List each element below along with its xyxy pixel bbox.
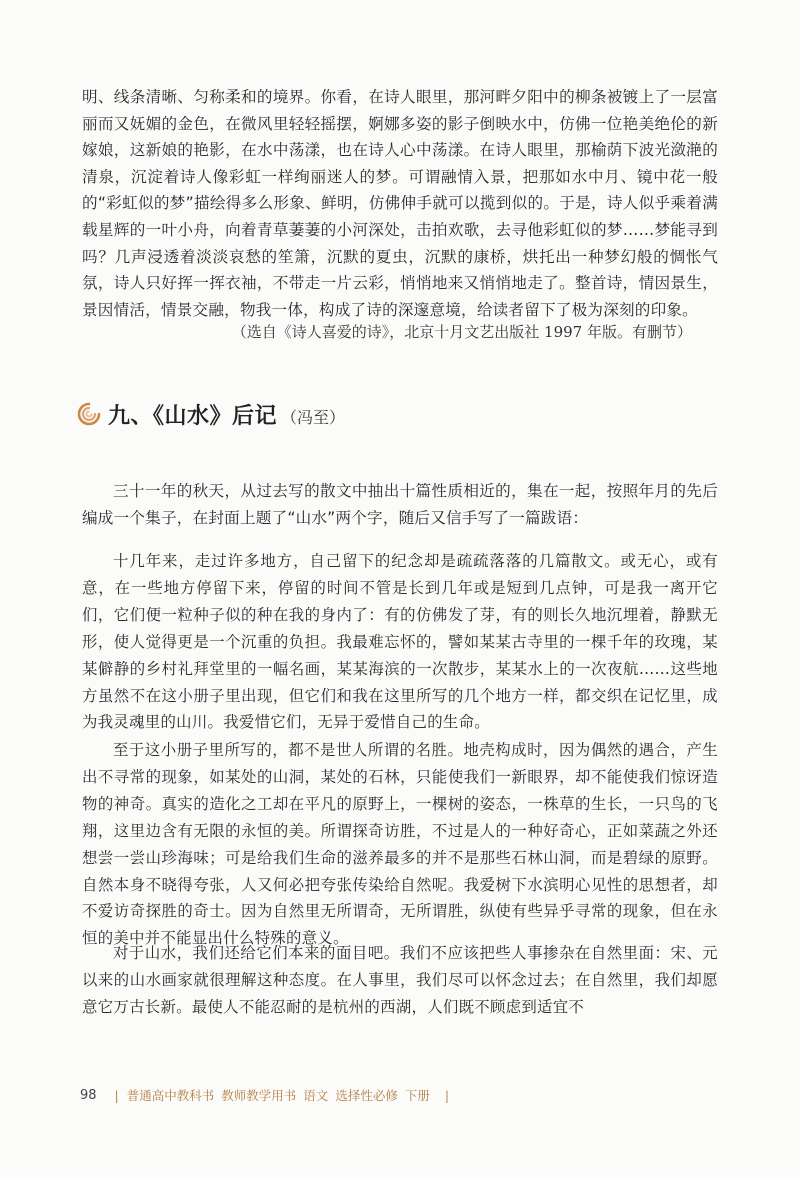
quote-paragraph-2: 至于这小册子里所写的，都不是世人所谓的名胜。地壳构成时，因为偶然的遇合，产生出不寻常的现象，如某处的山洞，某处的石林，只能使我们一新眼界，却不能使我们惊讶造物的神奇。真实的造化之工却在平凡的原野上，一棵树的姿态，一株草的生长，一只鸟的飞翔，这里边含有无限的永恒的美。所谓探奇访胜，不过是人的一种好奇心，正如菜蔬之外还想尝一尝山珍海味；可是给我们生命的滋养最多的并不是那些石林山洞，而是碧绿的原野。自然本身不晓得夸张，人又何必把夸张传染给自然呢。我爱树下水滨明心见性的思想者，却不爱访奇探胜的奇士。因为自然里无所谓奇，无所谓胜，纵使有些异乎寻常的现象，但在永恒的美中并不能显出什么特殊的意义。 <box>82 741 718 948</box>
footer-course: 选择性必修 <box>335 1088 398 1103</box>
footer-separator: | <box>114 1087 119 1103</box>
intro-paragraph: 三十一年的秋天，从过去写的散文中抽出十篇性质相近的，集在一起，按照年月的先后编成一个集子，在封面上题了“山水”两个字，随后又信手写了一篇跋语： <box>82 482 718 527</box>
footer-separator-end: | <box>444 1087 450 1103</box>
section-title: 九、《山水》后记 <box>108 403 278 429</box>
section-heading <box>76 397 345 431</box>
page-footer <box>80 1085 457 1105</box>
footer-book-type: 教师教学用书 <box>221 1088 297 1103</box>
source-note: （选自《诗人喜爱的诗》，北京十月文艺出版社 1997 年版。有删节） <box>231 323 692 341</box>
page-number: 98 <box>80 1087 97 1103</box>
quote-paragraph-3: 对于山水，我们还给它们本来的面目吧。我们不应该把些人事掺杂在自然里面：宋、元以来的山水画家就很理解这种态度。在人事里，我们尽可以怀念过去；在自然里，我们却愿意它万古长新。最使人不能忍耐的是杭州的西湖，人们既不顾虑到适宜不 <box>82 944 718 1016</box>
spiral-icon <box>76 401 102 427</box>
footer-subject: 语文 <box>303 1088 329 1103</box>
footer-book-series: 普通高中教科书 <box>126 1088 215 1103</box>
body-paragraph-top: 明、线条清晰、匀称柔和的境界。你看，在诗人眼里，那河畔夕阳中的柳条被镀上了一层富丽而又妩媚的金色，在微风里轻轻摇摆，婀娜多姿的影子倒映水中，仿佛一位艳美绝伦的新嫁娘，这新娘的艳影，在水中荡漾，也在诗人心中荡漾。在诗人眼里，那榆荫下波光潋滟的清泉，沉淀着诗人像彩虹一样绚丽迷人的梦。可谓融情入景，把那如水中月、镜中花一般的“彩虹似的梦”描绘得多么形象、鲜明，仿佛伸手就可以揽到似的。于是，诗人似乎乘着满载星辉的一叶小舟，向着青草萋萋的小河深处，击拍欢歌，去寻他彩虹似的梦……梦能寻到吗？几声浸透着淡淡哀愁的笙箫，沉默的夏虫，沉默的康桥，烘托出一种梦幻般的惆怅气氛，诗人只好挥一挥衣袖，不带走一片云彩，悄悄地来又悄悄地走了。整首诗，情因景生，景因情活，情景交融，物我一体，构成了诗的深邃意境，给读者留下了极为深刻的印象。 <box>82 88 718 319</box>
footer-volume: 下册 <box>404 1088 430 1103</box>
section-author: （冯至） <box>281 408 346 427</box>
quote-paragraph-1: 十几年来，走过许多地方，自己留下的纪念却是疏疏落落的几篇散文。或无心，或有意，在一些地方停留下来，停留的时间不管是长到几年或是短到几点钟，可是我一离开它们，它们便一粒种子似的种在我的身内了：有的仿佛发了芽，有的则长久地沉埋着，静默无形，使人觉得更是一个沉重的负担。我最难忘怀的，譬如某某古寺里的一棵千年的玫瑰，某某僻静的乡村礼拜堂里的一幅名画，某某海滨的一次散步，某某水上的一次夜航……这些地方虽然不在这小册子里出现，但它们和我在这里所写的几个地方一样，都交织在记忆里，成为我灵魂里的山川。我爱惜它们，无异于爱惜自己的生命。 <box>82 552 718 732</box>
